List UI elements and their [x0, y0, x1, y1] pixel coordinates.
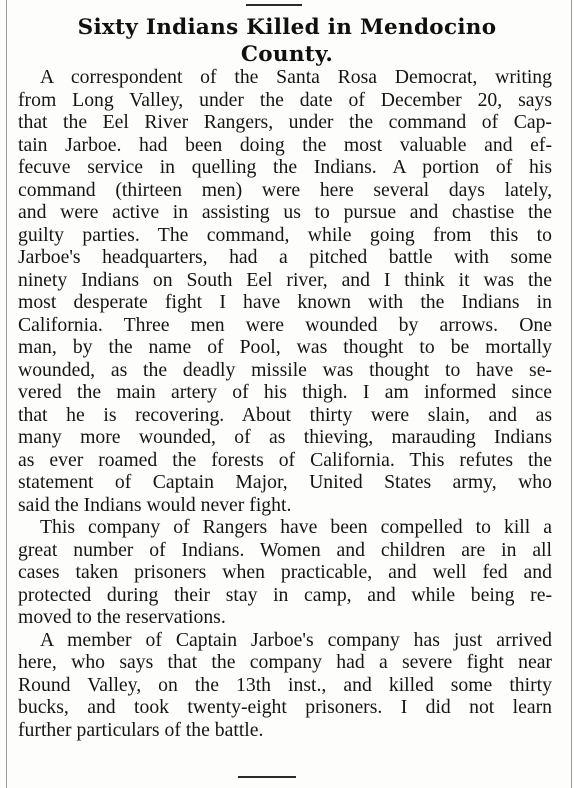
text-line: said the Indians would never fight. — [18, 493, 292, 516]
text-line: vered the main artery of his thigh. I am informed since — [18, 381, 552, 403]
text-line: great number of Indians. Women and children are in all — [18, 538, 552, 561]
text-line: fecuve service in quelling the Indians. A portion of his — [18, 156, 552, 178]
text-line: further particulars of the battle. — [18, 718, 264, 741]
text-line: ninety Indians on South Eel river, and I think it was the — [18, 268, 552, 291]
text-line: A correspondent of the Santa Rosa Democrat, writing — [40, 66, 552, 88]
bottom-rule — [238, 776, 296, 778]
article-paragraph — [18, 66, 552, 516]
text-line: California. Three men were wounded by arrows. One — [18, 313, 552, 336]
text-line: Round Valley, on the 13th inst., and killed some thirty — [18, 673, 552, 696]
text-line: as ever roamed the forests of California. This refutes the — [18, 448, 552, 471]
text-line: most desperate fight I have known with the Indians in — [18, 291, 552, 313]
text-line: Jarboe's headquarters, had a pitched battle with some — [18, 246, 552, 268]
left-column-border — [6, 0, 7, 788]
text-line: from Long Valley, under the date of December 20, says — [18, 88, 552, 111]
text-line: that the Eel River Rangers, under the command of Cap- — [18, 111, 552, 133]
text-line: and were active in assisting us to pursue and chastise the — [18, 201, 552, 223]
top-rule — [246, 4, 302, 6]
text-line: guilty parties. The command, while going from this to — [18, 223, 552, 246]
text-line: that he is recovering. About thirty were slain, and as — [18, 403, 552, 426]
text-line: man, by the name of Pool, was thought to be mortally — [18, 336, 552, 358]
article-body — [18, 66, 552, 741]
right-column-border — [571, 0, 572, 788]
text-line: wounded, as the deadly missile was thought to have se- — [18, 358, 552, 381]
text-line: protected during their stay in camp, and while being re- — [18, 583, 552, 606]
headline-line-1: Sixty Indians Killed in Mendocino — [77, 15, 497, 40]
article-headline — [14, 14, 560, 68]
text-line: moved to the reservations. — [18, 606, 226, 628]
headline-line-2: County. — [240, 42, 334, 67]
text-line: many more wounded, of as thieving, marauding Indians — [18, 426, 552, 448]
article-paragraph — [18, 629, 552, 742]
text-line: A member of Captain Jarboe's company has just arrived — [40, 628, 552, 651]
text-line: This company of Rangers have been compelled to kill a — [40, 516, 552, 538]
text-line: command (thirteen men) were here several days lately, — [18, 178, 552, 201]
text-line: cases taken prisoners when practicable, and well fed and — [18, 561, 552, 583]
text-line: here, who says that the company had a severe fight near — [18, 651, 552, 673]
text-line: tain Jarboe. had been doing the most valuable and ef- — [18, 133, 552, 156]
text-line: bucks, and took twenty-eight prisoners. I did not learn — [18, 696, 552, 718]
article-paragraph — [18, 516, 552, 629]
text-line: statement of Captain Major, United States army, who — [18, 471, 552, 493]
